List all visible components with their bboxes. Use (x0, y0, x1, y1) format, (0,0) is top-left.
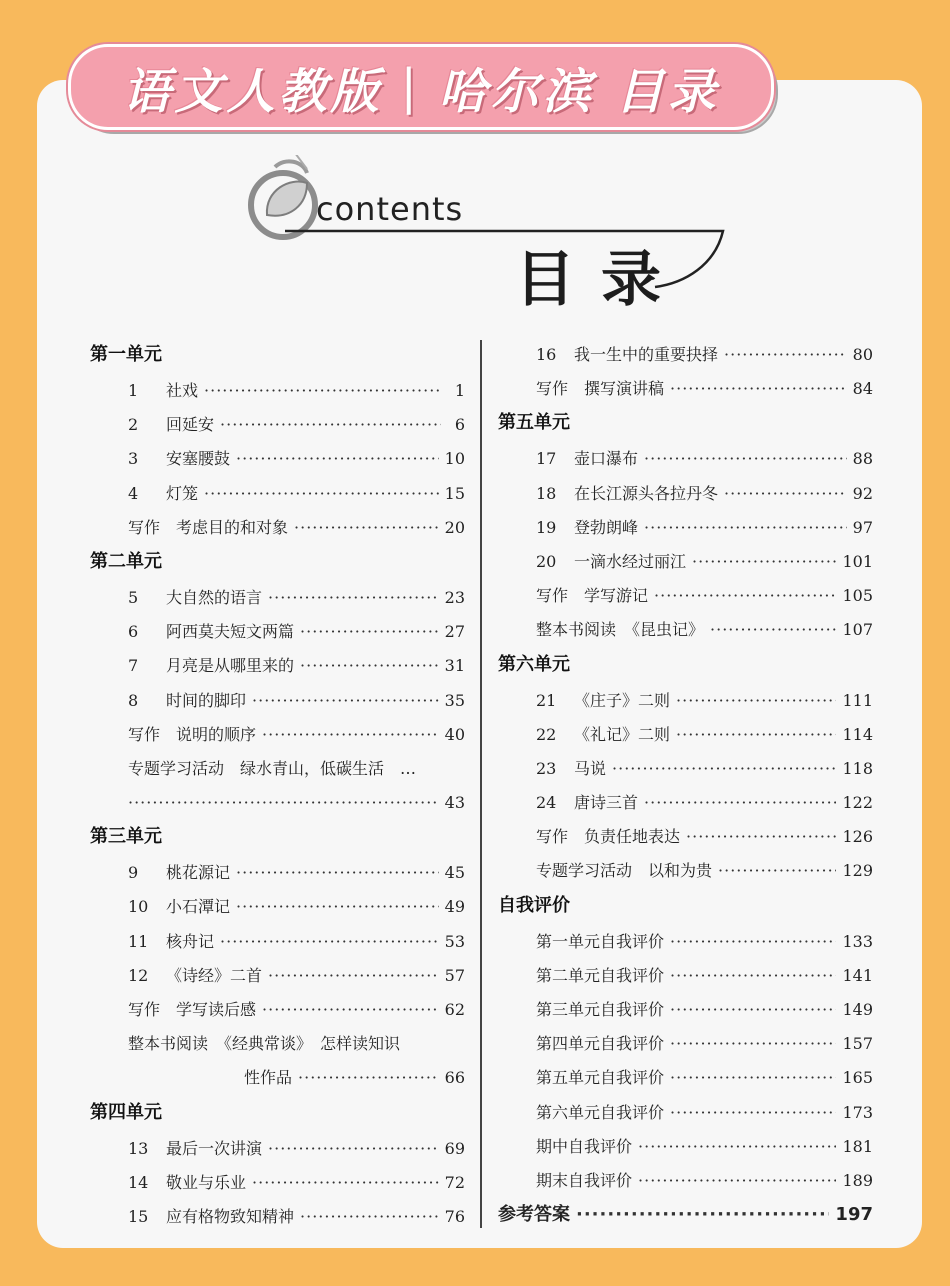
entry-page-number: 141 (842, 965, 873, 985)
unit-heading: 第五单元 (498, 412, 570, 434)
entry-page-number: 69 (444, 1138, 465, 1158)
entry-title: 《诗经》二首 (166, 965, 263, 985)
toc-left-column (90, 338, 465, 1234)
toc-entry[interactable] (498, 718, 873, 752)
entry-page-number: 88 (852, 449, 873, 469)
dot-leader (670, 1061, 836, 1095)
entry-title: 最后一次讲演 (166, 1138, 263, 1158)
unit-heading: 第二单元 (90, 550, 162, 572)
banner-pill (68, 44, 774, 130)
dot-leader (298, 1061, 439, 1095)
entry-number: 17 (536, 449, 557, 469)
entry-page-number: 181 (842, 1136, 873, 1156)
entry-title: 马说 (574, 758, 607, 778)
dot-leader (204, 477, 439, 511)
entry-title: 《礼记》二则 (574, 724, 671, 744)
entry-title: 第五单元自我评价 (536, 1068, 665, 1088)
toc-entry[interactable] (498, 1198, 873, 1232)
toc-entry[interactable] (90, 856, 465, 890)
toc-entry[interactable] (90, 649, 465, 683)
toc-entry[interactable] (90, 718, 465, 752)
dot-leader (724, 477, 847, 511)
toc-entry[interactable] (90, 684, 465, 718)
toc-entry[interactable] (498, 1061, 873, 1095)
entry-title: 月亮是从哪里来的 (166, 656, 295, 676)
entry-number: 13 (128, 1138, 149, 1158)
entry-page-number: 27 (444, 622, 465, 642)
dot-leader (670, 372, 847, 406)
entry-page-number: 114 (842, 724, 873, 744)
toc-entry[interactable] (498, 372, 873, 406)
toc-entry[interactable] (90, 374, 465, 408)
entry-number: 9 (128, 863, 139, 883)
dot-leader (644, 442, 847, 476)
entry-title: 在长江源头各拉丹冬 (574, 483, 719, 503)
toc-entry[interactable] (498, 442, 873, 476)
entry-title: 性作品 (244, 1068, 293, 1088)
entry-title: 写作 说明的顺序 (128, 724, 257, 744)
entry-number: 24 (536, 793, 557, 813)
dot-leader (262, 718, 439, 752)
entry-number: 6 (128, 622, 139, 642)
entry-number: 20 (536, 551, 557, 571)
dot-leader (268, 581, 439, 615)
unit-heading: 第四单元 (90, 1101, 162, 1123)
entry-page-number: 20 (444, 517, 465, 537)
dot-leader (638, 1130, 836, 1164)
dot-leader (268, 1132, 439, 1166)
entry-page-number: 10 (444, 449, 465, 469)
toc-entry[interactable] (498, 1164, 873, 1198)
toc-entry[interactable] (498, 854, 873, 888)
entry-page-number: 189 (842, 1170, 873, 1190)
entry-page-number: 126 (842, 827, 873, 847)
entry-title: 大自然的语言 (166, 587, 263, 607)
entry-title: 灯笼 (166, 483, 199, 503)
entry-page-number: 15 (444, 483, 465, 503)
entry-title: 期中自我评价 (536, 1136, 633, 1156)
entry-page-number: 129 (842, 861, 873, 881)
toc-entry[interactable] (90, 890, 465, 924)
entry-page-number: 80 (852, 345, 873, 364)
entry-page-number: 105 (842, 586, 873, 606)
unit-heading: 第一单元 (90, 344, 162, 365)
entry-title: 写作 负责任地表达 (536, 827, 681, 847)
dot-leader (692, 545, 836, 579)
entry-number: 23 (536, 758, 557, 778)
dot-leader (670, 1096, 836, 1130)
entry-number: 19 (536, 517, 557, 537)
entry-title: 第六单元自我评价 (536, 1102, 665, 1122)
dot-leader (644, 786, 836, 820)
entry-page-number: 133 (842, 931, 873, 951)
entry-title: 唐诗三首 (574, 793, 639, 813)
entry-page-number: 76 (444, 1206, 465, 1226)
entry-page-number: 45 (444, 863, 465, 883)
toc-entry[interactable] (498, 786, 873, 820)
dot-leader (612, 752, 836, 786)
entry-number: 4 (128, 483, 139, 503)
entry-title: 第二单元自我评价 (536, 965, 665, 985)
toc-entry[interactable] (498, 579, 873, 613)
leaf-icon (251, 155, 315, 237)
entry-page-number: 40 (444, 724, 465, 744)
banner-city-title: 哈尔滨 目录 (438, 63, 720, 120)
entry-title: 时间的脚印 (166, 690, 247, 710)
entry-number: 8 (128, 690, 139, 710)
entry-number: 11 (128, 931, 149, 951)
entry-title: 社戏 (166, 381, 199, 400)
entry-title: 《庄子》二则 (574, 690, 671, 710)
dot-leader (686, 820, 836, 854)
entry-title: 我一生中的重要抉择 (574, 345, 719, 364)
dot-leader (220, 925, 439, 959)
entry-number: 15 (128, 1206, 149, 1226)
dot-leader (654, 579, 836, 613)
entry-title: 敬业与乐业 (166, 1172, 247, 1192)
toc-right-column (498, 338, 873, 1232)
toc-title: 目录 (515, 245, 687, 315)
entry-page-number: 107 (842, 620, 873, 640)
toc-entry[interactable] (498, 993, 873, 1027)
entry-page-number: 173 (842, 1102, 873, 1122)
toc-entry[interactable] (498, 511, 873, 545)
unit-heading: 自我评价 (498, 894, 570, 916)
dot-leader (252, 1166, 439, 1200)
toc-entry[interactable] (90, 925, 465, 959)
toc-entry[interactable] (90, 786, 465, 820)
entry-title: 专题学习活动 绿水青山，低碳生活 … (128, 758, 417, 778)
dot-leader (670, 925, 836, 959)
entry-page-number: 62 (444, 1000, 465, 1019)
toc-entry[interactable] (90, 511, 465, 545)
toc-entry[interactable] (90, 1200, 465, 1234)
toc-entry[interactable] (498, 613, 873, 647)
entry-title: 第三单元自我评价 (536, 1000, 665, 1019)
entry-page-number: 97 (852, 517, 873, 537)
dot-leader (576, 1198, 829, 1232)
entry-number: 10 (128, 897, 149, 917)
entry-page-number: 111 (842, 690, 873, 710)
entry-title: 写作 考虑目的和对象 (128, 517, 289, 537)
toc-entry[interactable] (498, 545, 873, 579)
toc-entry[interactable] (498, 752, 873, 786)
entry-page-number: 1 (454, 381, 465, 400)
entry-number: 1 (128, 381, 139, 400)
entry-title: 专题学习活动 以和为贵 (536, 861, 713, 881)
entry-title: 桃花源记 (166, 863, 231, 883)
toc-entry[interactable] (90, 442, 465, 476)
entry-number: 2 (128, 415, 139, 435)
toc-entry[interactable] (498, 959, 873, 993)
dot-leader (236, 890, 439, 924)
entry-title: 壶口瀑布 (574, 449, 639, 469)
toc-entry[interactable] (90, 477, 465, 511)
entry-page-number: 66 (444, 1068, 465, 1088)
toc-entry[interactable] (498, 1130, 873, 1164)
entry-title: 安塞腰鼓 (166, 449, 231, 469)
entry-page-number: 6 (454, 415, 465, 435)
dot-leader (676, 684, 836, 718)
entry-title: 第四单元自我评价 (536, 1034, 665, 1054)
dot-leader (724, 338, 847, 372)
entry-title: 写作 撰写演讲稿 (536, 379, 665, 399)
toc-entry[interactable] (498, 684, 873, 718)
entry-title: 核舟记 (166, 931, 215, 951)
entry-title: 回延安 (166, 415, 215, 435)
dot-leader (718, 854, 836, 888)
entry-page-number: 157 (842, 1034, 873, 1054)
toc-entry[interactable] (90, 408, 465, 442)
dot-leader (236, 442, 439, 476)
entry-title: 阿西莫夫短文两篇 (166, 622, 295, 642)
entry-title: 小石潭记 (166, 897, 231, 917)
toc-entry[interactable] (90, 959, 465, 993)
dot-leader (710, 613, 836, 647)
toc-entry[interactable] (90, 581, 465, 615)
entry-title: 参考答案 (498, 1204, 570, 1226)
toc-entry[interactable] (90, 752, 465, 786)
entry-number: 5 (128, 587, 139, 607)
toc-entry[interactable] (90, 1166, 465, 1200)
dot-leader (300, 615, 439, 649)
entry-number: 22 (536, 724, 557, 744)
dot-leader (300, 649, 439, 683)
toc-entry[interactable] (90, 1061, 465, 1095)
entry-number: 7 (128, 656, 139, 676)
dot-leader (670, 959, 836, 993)
toc-entry[interactable] (498, 338, 873, 372)
header-banner (68, 44, 774, 132)
dot-leader (262, 993, 439, 1027)
entry-page-number: 72 (444, 1172, 465, 1192)
entry-title: 期末自我评价 (536, 1170, 633, 1190)
entry-number: 21 (536, 690, 557, 710)
dot-leader (670, 993, 836, 1027)
dot-leader (670, 1027, 836, 1061)
entry-title: 登勃朗峰 (574, 517, 639, 537)
toc-entry[interactable] (90, 615, 465, 649)
entry-page-number: 53 (444, 931, 465, 951)
entry-number: 3 (128, 449, 139, 469)
dot-leader (204, 374, 441, 408)
entry-page-number: 118 (842, 758, 873, 778)
contents-word: contents (316, 190, 464, 228)
entry-page-number: 165 (842, 1068, 873, 1088)
dot-leader (638, 1164, 836, 1198)
banner-edition: 语文人教版 (122, 63, 383, 120)
entry-title: 第一单元自我评价 (536, 931, 665, 951)
dot-leader (220, 408, 441, 442)
toc-entry[interactable] (498, 477, 873, 511)
toc-entry[interactable] (498, 820, 873, 854)
dot-leader (300, 1200, 439, 1234)
entry-page-number: 149 (842, 1000, 873, 1019)
dot-leader (236, 856, 439, 890)
entry-page-number: 101 (842, 551, 873, 571)
entry-title: 整本书阅读 《经典常谈》 怎样读知识 (128, 1034, 401, 1054)
entry-page-number: 31 (444, 656, 465, 676)
entry-number: 14 (128, 1172, 149, 1192)
toc-entry[interactable] (90, 1132, 465, 1166)
toc-entry[interactable] (498, 925, 873, 959)
entry-page-number: 84 (852, 379, 873, 399)
column-divider (480, 340, 482, 1228)
entry-number: 18 (536, 483, 557, 503)
entry-page-number: 92 (852, 483, 873, 503)
entry-title: 写作 学写读后感 (128, 1000, 257, 1019)
entry-title: 应有格物致知精神 (166, 1206, 295, 1226)
toc-entry[interactable] (90, 993, 465, 1027)
dot-leader (268, 959, 439, 993)
toc-entry[interactable] (498, 1096, 873, 1130)
unit-heading: 第三单元 (90, 826, 162, 848)
entry-page-number: 197 (835, 1204, 873, 1226)
entry-page-number: 23 (444, 587, 465, 607)
toc-entry[interactable] (498, 1027, 873, 1061)
dot-leader (128, 786, 439, 820)
entry-number: 12 (128, 965, 149, 985)
toc-entry[interactable] (90, 1027, 465, 1061)
entry-page-number: 35 (444, 690, 465, 710)
entry-title: 一滴水经过丽江 (574, 551, 687, 571)
dot-leader (644, 511, 847, 545)
entry-page-number: 57 (444, 965, 465, 985)
banner-separator: | (400, 59, 421, 115)
entry-number: 16 (536, 345, 557, 364)
entry-page-number: 122 (842, 793, 873, 813)
unit-heading: 第六单元 (498, 653, 570, 675)
dot-leader (294, 511, 439, 545)
entry-title: 整本书阅读 《昆虫记》 (536, 620, 705, 640)
entry-title: 写作 学写游记 (536, 586, 649, 606)
entry-page-number: 43 (444, 793, 465, 813)
entry-page-number: 49 (444, 897, 465, 917)
dot-leader (252, 684, 439, 718)
dot-leader (676, 718, 836, 752)
